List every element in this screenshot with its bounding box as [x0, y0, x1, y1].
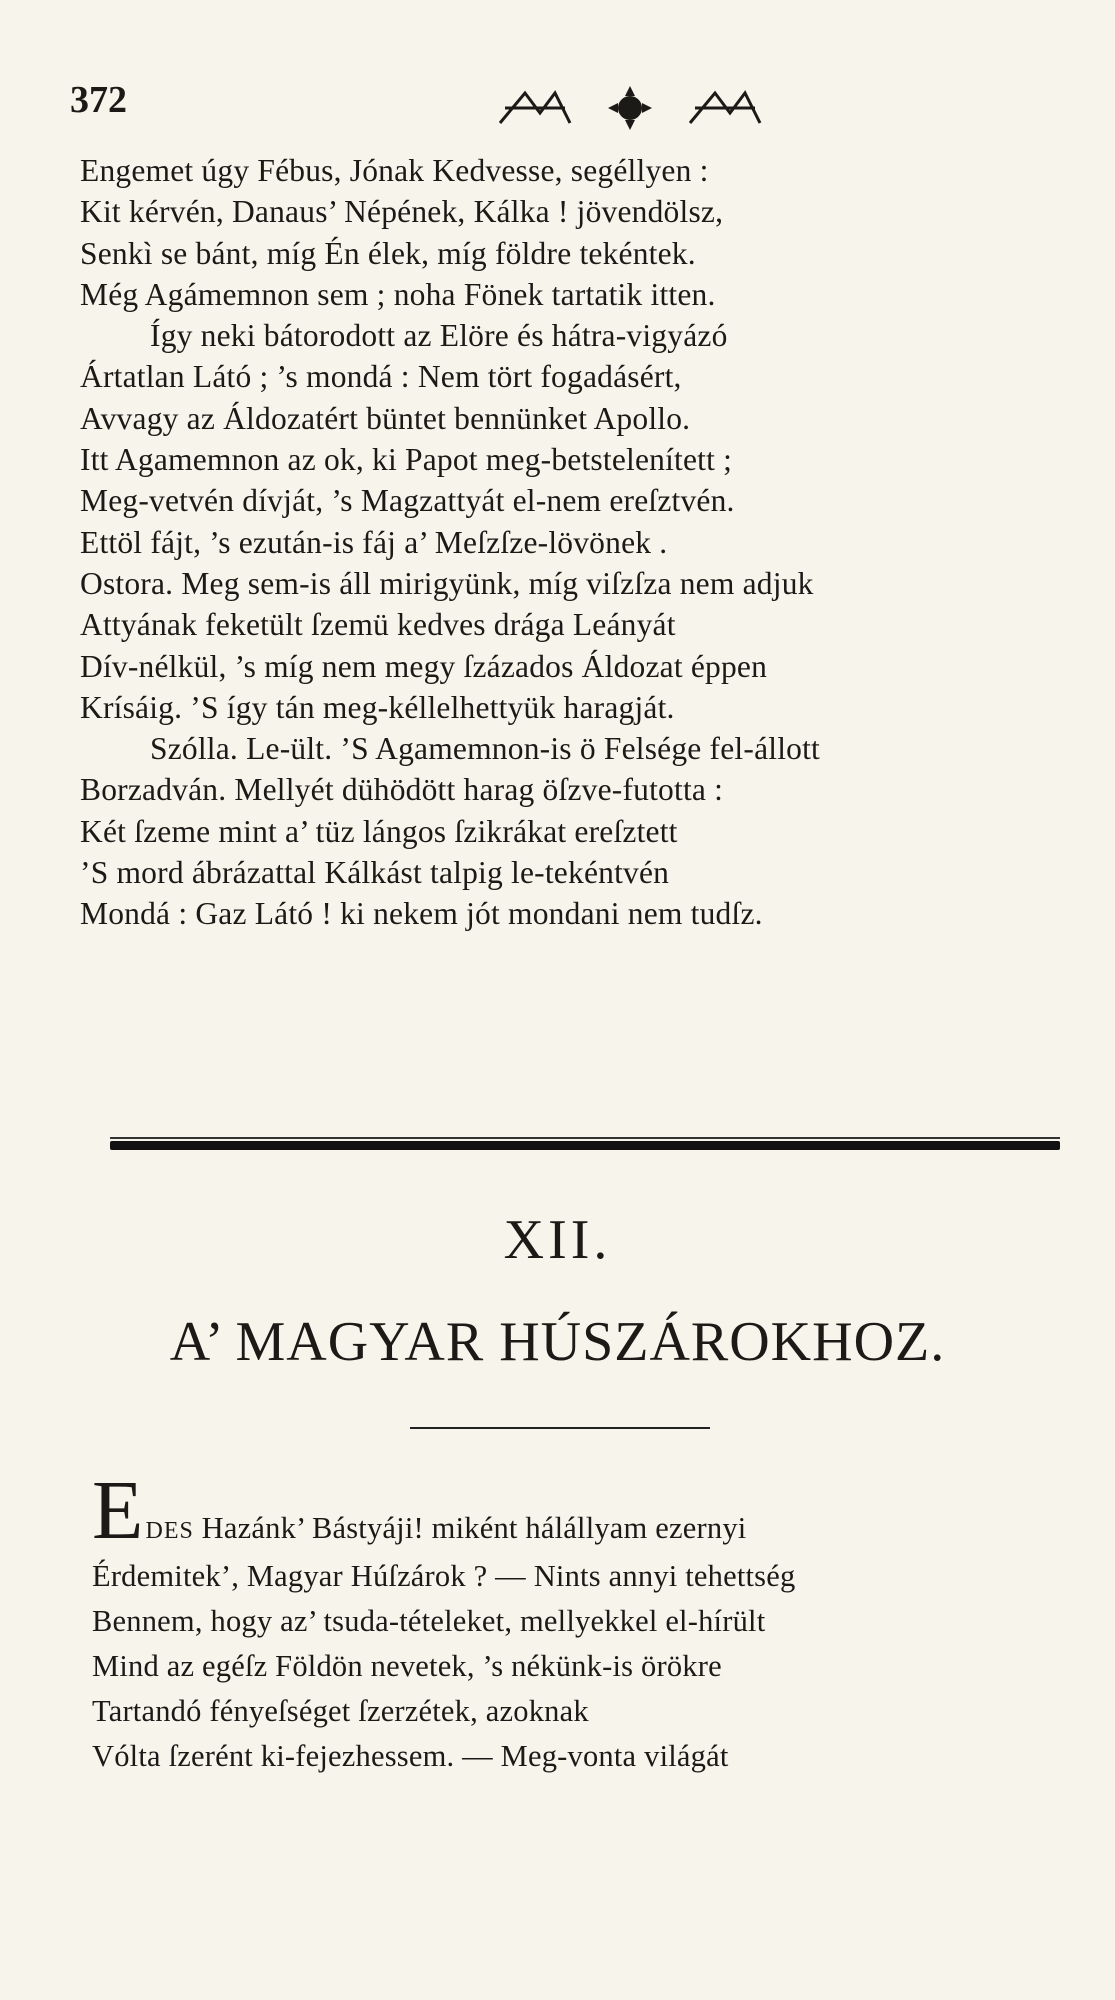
verse-line: Borzadván. Mellyét dühödött harag öſzve-futotta : [80, 772, 724, 808]
page-number: 372 [70, 79, 127, 121]
verse-line: Mondá : Gaz Látó ! ki nekem jót mondani nem tudſz. [80, 896, 763, 932]
verse-line: Itt Agamemnon az ok, ki Papot meg-betstelenített ; [80, 442, 733, 478]
verse-line: Kit kérvén, Danaus’ Népének, Kálka ! jövendölsz, [80, 194, 724, 230]
first-line-rest: Hazánk’ Bástyáji! miként hálállyam ezernyi [193, 1511, 747, 1545]
verse-line: Még Agámemnon sem ; noha Fönek tartatik itten. [80, 276, 716, 312]
poem-line: Mind az egéſz Földön nevetek, ’s nékünk-is örökre [92, 1649, 722, 1683]
poem-first-line [92, 1464, 1082, 1557]
verse-line: Attyának feketült ſzemü kedves drága Leányát [80, 607, 676, 643]
poem-body [92, 1464, 1082, 1779]
verse-line: Ártatlan Látó ; ’s mondá : Nem tört fogadásért, [80, 359, 682, 395]
chapter-number: XII. [503, 1209, 612, 1271]
title-divider [410, 1427, 710, 1429]
poem-line: Vólta ſzerént ki-fejezhessem. — Meg-vonta világát [92, 1739, 729, 1773]
divider-thin [110, 1137, 1060, 1139]
poem-line: Bennem, hogy az’ tsuda-tételeket, mellyekkel el-hírült [92, 1604, 766, 1638]
verse-line: Dív-nélkül, ’s míg nem megy ſzázados Áldozat éppen [80, 648, 768, 684]
drop-cap: E [92, 1464, 144, 1557]
chapter-title: A’ MAGYAR HÚSZÁROKHOZ. [169, 1311, 946, 1373]
ornament-icon [480, 78, 780, 138]
verse-line: Ostora. Meg sem-is áll mirigyünk, míg viſzſza nem adjuk [80, 565, 814, 601]
verse-line: Krísáig. ’S így tán meg-kéllelhettyük haragját. [80, 689, 675, 725]
poem-line: Érdemitek’, Magyar Húſzárok ? — Nints annyi tehettség [92, 1559, 796, 1593]
verse-line: Meg-vetvén dívját, ’s Magzattyát el-nem ereſztvén. [80, 483, 735, 519]
divider-thick [110, 1141, 1060, 1150]
verse-body [80, 150, 1070, 935]
verse-line: ’S mord ábrázattal Kálkást talpig le-tekéntvén [80, 855, 670, 891]
poem-line: Tartandó fényeſséget ſzerzétek, azoknak [92, 1694, 589, 1728]
verse-line: Avvagy az Áldozatért büntet bennünket Apollo. [80, 400, 691, 436]
first-word-rest: DES [145, 1518, 194, 1544]
verse-line: Ettöl fájt, ’s ezután-is fáj a’ Meſzſze-lövönek . [80, 524, 668, 560]
verse-line: Így neki bátorodott az Elöre és hátra-vigyázó [150, 318, 728, 354]
verse-line: Szólla. Le-ült. ’S Agamemnon-is ö Felsége fel-állott [150, 731, 821, 767]
verse-line: Két ſzeme mint a’ tüz lángos ſzikrákat ereſztett [80, 813, 678, 849]
verse-line: Engemet úgy Fébus, Jónak Kedvesse, segéllyen : [80, 153, 709, 188]
verse-line: Senkì se bánt, míg Én élek, míg földre tekéntek. [80, 235, 696, 271]
page-header [70, 78, 1060, 138]
